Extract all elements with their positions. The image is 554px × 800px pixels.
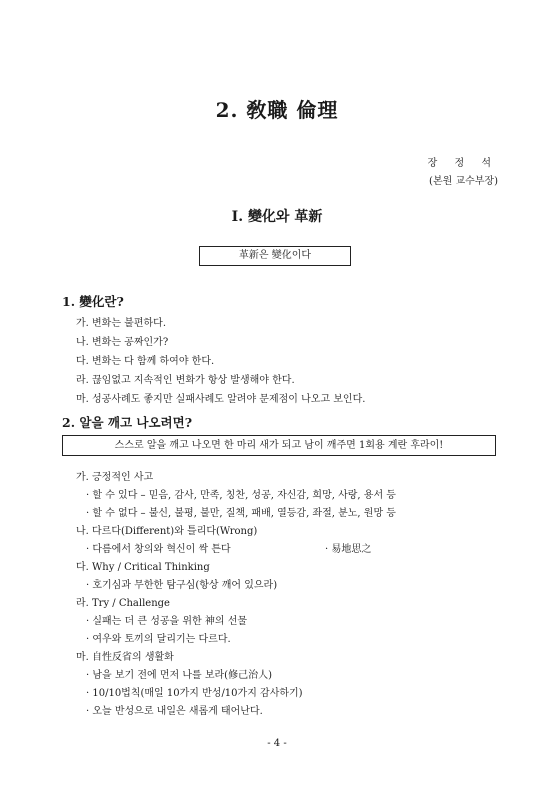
bullet-item: · 할 수 없다 – 불신, 불평, 불만, 질책, 패배, 열등감, 좌절, 분노, 원망 등 [86,508,396,519]
subsection-heading-2: 2. 알을 깨고 나오려면? [62,415,193,430]
subsection-heading-1: 1. 變化란? [62,294,124,309]
bullet-item: · 오늘 반성으로 내일은 새롭게 태어난다. [86,706,263,717]
bullet-item: · 여우와 토끼의 달리기는 다르다. [86,634,231,645]
bullet-item: · 실패는 더 큰 성공을 위한 神의 선물 [86,616,248,627]
document-title: 2. 敎職 倫理 [215,98,339,122]
list-item: 나. 다르다(Different)와 틀리다(Wrong) [76,526,258,537]
boxed-heading: 革新은 變化이다 [199,246,351,266]
bullet-item: · 다름에서 창의와 혁신이 싹 튼다 [86,544,231,555]
bullet-item: · 호기심과 무한한 탐구심(항상 깨어 있으라) [86,580,278,591]
list-item: 마. 성공사례도 좋지만 실패사례도 알려야 문제점이 나오고 보인다. [76,394,366,405]
list-item: 마. 自性反省의 생활화 [76,652,174,663]
list-item: 가. 긍정적인 사고 [76,472,154,483]
bullet-item: · 10/10법칙(매일 10가지 반성/10가지 감사하기) [86,688,303,699]
author-name: 장 정 석 [427,158,498,169]
list-item: 가. 변화는 불편하다. [76,318,166,329]
bullet-item: · 할 수 있다 – 믿음, 감사, 만족, 칭찬, 성공, 자신감, 희망, 사랑, 용서 등 [86,490,396,501]
quote-box: 스스로 알을 깨고 나오면 한 마리 새가 되고 남이 깨주면 1회용 계란 후라이! [62,435,496,456]
bullet-item: · 남을 보기 전에 먼저 나를 보라(修己治人) [86,670,272,681]
list-item: 라. 끊임없고 지속적인 변화가 항상 발생해야 한다. [76,375,295,386]
list-item: 다. Why / Critical Thinking [76,562,210,573]
author-affiliation: (본원 교수부장) [429,176,498,187]
bullet-item: · 易地思之 [325,544,372,555]
page-number: - 4 - [267,738,287,749]
list-item: 다. 변화는 다 함께 하여야 한다. [76,356,215,367]
section-title: Ⅰ. 變化와 革新 [231,209,323,225]
list-item: 나. 변화는 공짜인가? [76,337,169,348]
list-item: 라. Try / Challenge [76,598,170,609]
